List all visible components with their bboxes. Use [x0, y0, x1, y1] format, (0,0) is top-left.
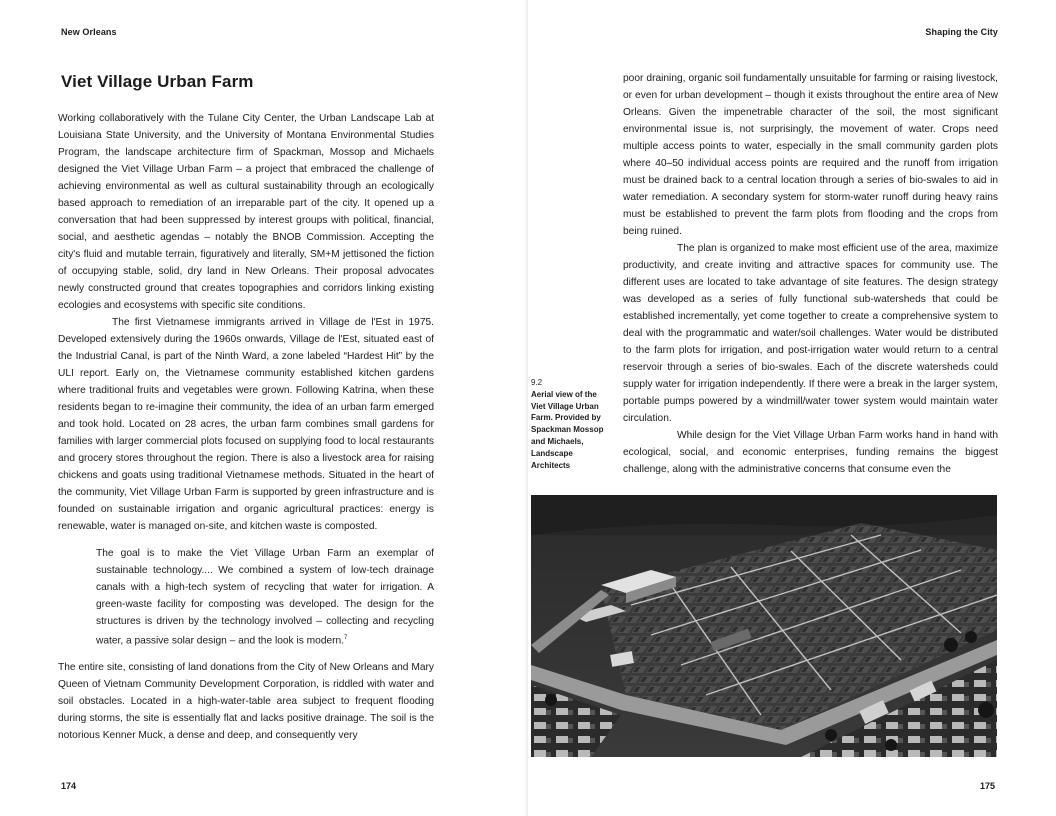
- paragraph-1: Working collaboratively with the Tulane City Center, the Urban Landscape Lab at Louisiana State University, and the University of Montana Environmental Studies Program, the landscape architecture firm of Spackman, Mossop and Michaels designed the Viet Village Urban Farm – a project that embraced the challenge of achieving environmental as well as cultural sustainability through an ecologically based approach to remediation of an irreparable part of the city. It opened up a conversation that had been suppressed by interest groups with political, financial, social, and aesthetic agendas – notably the BNOB Commission. Accepting the city's fluid and mutable terrain, figuratively and literally, SM+M jettisoned the fiction of occupying stable, solid, dry land in New Orleans. Their proposal advocates newly constructed ground that creates topographies and corridors linking existing ecologies and ecosystems with specific site conditions.: [58, 113, 434, 311]
- block-quote-text: The goal is to make the Viet Village Urban Farm an exemplar of sustainable technology.... We combined a system of low-tech drainage canals with a high-tech system of recycling that water for irrigation. A green-waste facility for composting was developed. The design for the structures is driven by the technology involved – collecting and recycling water, a passive solar design – and the look is modern.: [96, 548, 434, 647]
- footnote-marker: 7: [344, 635, 348, 641]
- paragraph-3: The entire site, consisting of land donations from the City of New Orleans and Mary Queen of Vietnam Community Development Corporation, is riddled with water and soil obstacles. Located in a high-water-table area subject to frequent flooding during storms, the site is essentially flat and lacks positive drainage. The soil is the notorious Kenner Muck, a dense and deep, and consequently very: [58, 662, 434, 742]
- paragraph-5: The plan is organized to make most efficient use of the area, maximize productivity, and create inviting and attractive spaces for community use. The different uses are located to take advantage of site features. The design strategy was developed as a series of fully functional sub-watersheds that could be established incrementally, yet come together to create a comprehensive system to deal with the programmatic and water/soil challenges. Water would be distributed to the farm plots for irrigation, and post-irrigation water would return to a central reservoir through a series of bio-swales. Each of the discrete watersheds could supply water for irrigation independently. If there were a break in the larger system, portable pumps powered by a windmill/water tower system would maintain water circulation.: [623, 243, 998, 424]
- paragraph-2: The first Vietnamese immigrants arrived in Village de l'Est in 1975. Developed extensively during the 1960s onwards, Village de l'Est, situated east of the Industrial Canal, is part of the Ninth Ward, a zone labeled “Hardest Hit” by the ULI report. Early on, the Vietnamese community established kitchen gardens where traditional fruits and vegetables were grown. Following Katrina, when these residents began to re-imagine their community, the idea of an urban farm emerged and took hold. Located on 28 acres, the urban farm combines small gardens for families with larger commercial plots focused on supplying food to local restaurants and grocery stores throughout the region. There is also a livestock area for raising chickens and goats using traditional Vietnamese methods. Situated in the heart of the community, Viet Village Urban Farm is supported by green infrastructure and is founded on sustainable irrigation and organic agricultural practices: energy is renewable, water is managed on-site, and kitchen waste is composted.: [58, 317, 434, 532]
- aerial-photo: [531, 495, 997, 757]
- block-quote: [96, 545, 434, 649]
- running-head-right: Shaping the City: [925, 27, 998, 37]
- page-number-left: 174: [61, 781, 77, 791]
- left-body-text: [58, 110, 434, 744]
- running-head-left: New Orleans: [61, 27, 117, 37]
- figure-caption: [531, 377, 611, 471]
- right-body-text: [623, 70, 998, 478]
- page-number-right: 175: [979, 781, 995, 791]
- paragraph-4: poor draining, organic soil fundamentally unsuitable for farming or raising livestock, or even for urban development – though it exists throughout the entire area of New Orleans. Given the impenetrable character of the soil, the most significant environmental issue is, not surprisingly, the movement of water. Crops need multiple access points to water, especially in the small community garden plots where 40–50 individual access points are required and the runoff from irrigation must be drained back to a central location through a series of bio-swales to aid in water remediation. A secondary system for storm-water runoff during heavy rains must be established to prevent the farm plots from flooding and the crops from being ruined.: [623, 73, 998, 237]
- figure-number: 9.2: [531, 378, 543, 387]
- chapter-section-title: Viet Village Urban Farm: [61, 72, 254, 91]
- paragraph-6: While design for the Viet Village Urban Farm works hand in hand with ecological, social, and economic enterprises, funding remains the biggest challenge, along with the administrative concerns that consume even the: [623, 430, 998, 475]
- figure-caption-text: Aerial view of the Viet Village Urban Farm. Provided by Spackman Mossop and Michaels, Landscape Architects: [531, 389, 604, 470]
- aerial-photo-illustration: [531, 495, 997, 757]
